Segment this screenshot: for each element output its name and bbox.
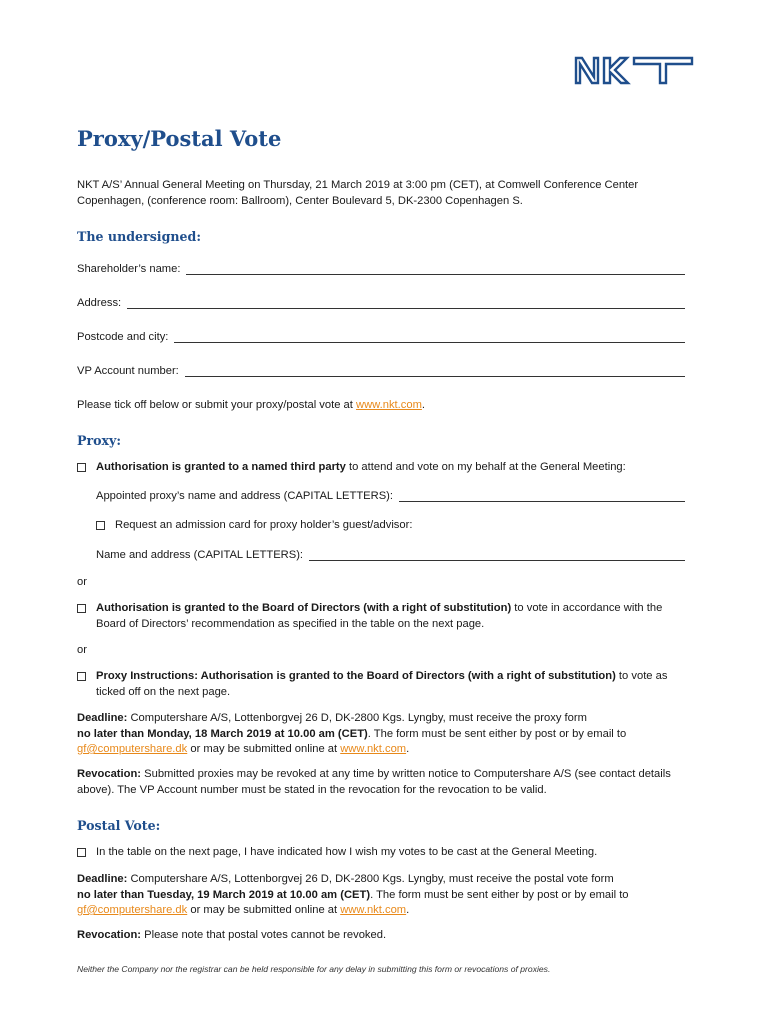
- shareholder-name-field[interactable]: [77, 263, 685, 275]
- proxy-email-link[interactable]: gf@computershare.dk: [77, 743, 188, 755]
- postal-deadline-text3: or may be submitted online at: [187, 904, 341, 916]
- postal-deadline-end: .: [406, 904, 410, 916]
- appointed-proxy-field[interactable]: [96, 490, 685, 502]
- nkt-link[interactable]: www.nkt.com: [356, 399, 422, 411]
- postal-deadline-text2: . The form must be sent either by post or by email to: [370, 888, 629, 901]
- proxy-instructions-checkbox[interactable]: [77, 672, 86, 681]
- postcode-city-field[interactable]: [77, 331, 685, 343]
- proxy-instructions-rest: to vote as ticked off on the next page.: [96, 670, 668, 698]
- vp-account-label: VP Account number:: [77, 365, 179, 377]
- proxy-revocation: [77, 767, 682, 798]
- proxy-third-party-rest: to attend and vote on my behalf at the General Meeting:: [345, 461, 626, 473]
- address-line[interactable]: [127, 297, 685, 309]
- postal-deadline: [77, 872, 697, 919]
- postal-vote-heading: Postal Vote:: [77, 818, 161, 833]
- admission-card-label: Request an admission card for proxy holder’s guest/advisor:: [115, 519, 413, 531]
- proxy-board-text: [96, 601, 686, 632]
- proxy-third-party-text: [96, 460, 626, 476]
- postal-vote-checkbox[interactable]: [77, 848, 86, 857]
- appointed-proxy-line[interactable]: [399, 490, 685, 502]
- appointed-proxy-label: Appointed proxy’s name and address (CAPITAL LETTERS):: [96, 490, 394, 502]
- proxy-deadline-end: .: [406, 743, 410, 755]
- proxy-deadline-text1: Computershare A/S, Lottenborgvej 26 D, DK-2800 Kgs. Lyngby, must receive the proxy form: [127, 712, 587, 724]
- postal-deadline-bold: no later than Tuesday, 19 March 2019 at 10.00 am (CET): [77, 888, 371, 901]
- proxy-deadline-bold: no later than Monday, 18 March 2019 at 10.00 am (CET): [77, 727, 368, 740]
- tick-note: [77, 398, 425, 414]
- nkt-logo: [574, 55, 694, 85]
- guest-name-address-label: Name and address (CAPITAL LETTERS):: [96, 549, 304, 561]
- meeting-intro: NKT A/S’ Annual General Meeting on Thursday, 21 March 2019 at 3:00 pm (CET), at Comwell Conference Center Copenhagen, (conference room: Ballroom), Center Boulevard 5, DK-2300 Copenhagen S.: [77, 179, 639, 207]
- proxy-nkt-link[interactable]: www.nkt.com: [340, 743, 407, 755]
- proxy-instructions-bold: Proxy Instructions: Authorisation is granted to the Board of Directors (with a right of substitution): [96, 670, 616, 682]
- or-separator-1: or: [77, 576, 87, 588]
- address-field[interactable]: [77, 297, 685, 309]
- proxy-heading: Proxy:: [77, 433, 121, 448]
- postal-nkt-link[interactable]: www.nkt.com: [340, 904, 407, 916]
- proxy-board-rest: to vote in accordance with the Board of Directors’ recommendation as specified in the table on the next page.: [96, 602, 663, 630]
- page-title: Proxy/Postal Vote: [77, 126, 282, 151]
- proxy-revocation-text: Submitted proxies may be revoked at any time by written notice to Computershare A/S (see contact details above). The VP Account number must be stated in the revocation for the revocation to be valid.: [77, 768, 671, 796]
- proxy-deadline: [77, 711, 697, 758]
- postal-revocation-label: Revocation:: [77, 929, 142, 941]
- proxy-deadline-text3: or may be submitted online at: [187, 743, 341, 755]
- shareholder-name-line[interactable]: [186, 263, 685, 275]
- proxy-board-bold: Authorisation is granted to the Board of Directors (with a right of substitution): [96, 602, 512, 614]
- admission-card-checkbox[interactable]: [96, 521, 105, 530]
- or-separator-2: or: [77, 644, 87, 656]
- postal-vote-text: In the table on the next page, I have indicated how I wish my votes to be cast at the General Meeting.: [96, 846, 598, 858]
- proxy-deadline-text2: . The form must be sent either by post or by email to: [367, 727, 627, 740]
- footer-disclaimer: Neither the Company nor the registrar can be held responsible for any delay in submitting this form or revocations of proxies.: [77, 964, 551, 974]
- proxy-board-checkbox[interactable]: [77, 604, 86, 613]
- postcode-city-line[interactable]: [174, 331, 685, 343]
- tick-note-text: Please tick off below or submit your proxy/postal vote at: [77, 399, 356, 411]
- proxy-deadline-label: Deadline:: [77, 712, 128, 724]
- proxy-third-party-bold: Authorisation is granted to a named third party: [96, 461, 346, 473]
- vp-account-line[interactable]: [185, 365, 685, 377]
- postal-deadline-text1: Computershare A/S, Lottenborgvej 26 D, DK-2800 Kgs. Lyngby, must receive the postal vote form: [127, 873, 614, 885]
- vp-account-field[interactable]: [77, 365, 685, 377]
- guest-name-address-line[interactable]: [309, 549, 685, 561]
- proxy-revocation-label: Revocation:: [77, 768, 142, 780]
- postal-revocation: [77, 928, 386, 944]
- guest-name-address-field[interactable]: [96, 549, 685, 561]
- undersigned-heading: The undersigned:: [77, 229, 201, 244]
- postal-email-link[interactable]: gf@computershare.dk: [77, 904, 188, 916]
- address-label: Address:: [77, 297, 122, 309]
- postal-revocation-text: Please note that postal votes cannot be revoked.: [141, 929, 387, 941]
- proxy-instructions-text: [96, 669, 686, 700]
- shareholder-name-label: Shareholder’s name:: [77, 263, 181, 275]
- tick-note-end: .: [421, 399, 426, 411]
- postcode-city-label: Postcode and city:: [77, 331, 169, 343]
- postal-deadline-label: Deadline:: [77, 873, 128, 885]
- proxy-third-party-checkbox[interactable]: [77, 463, 86, 472]
